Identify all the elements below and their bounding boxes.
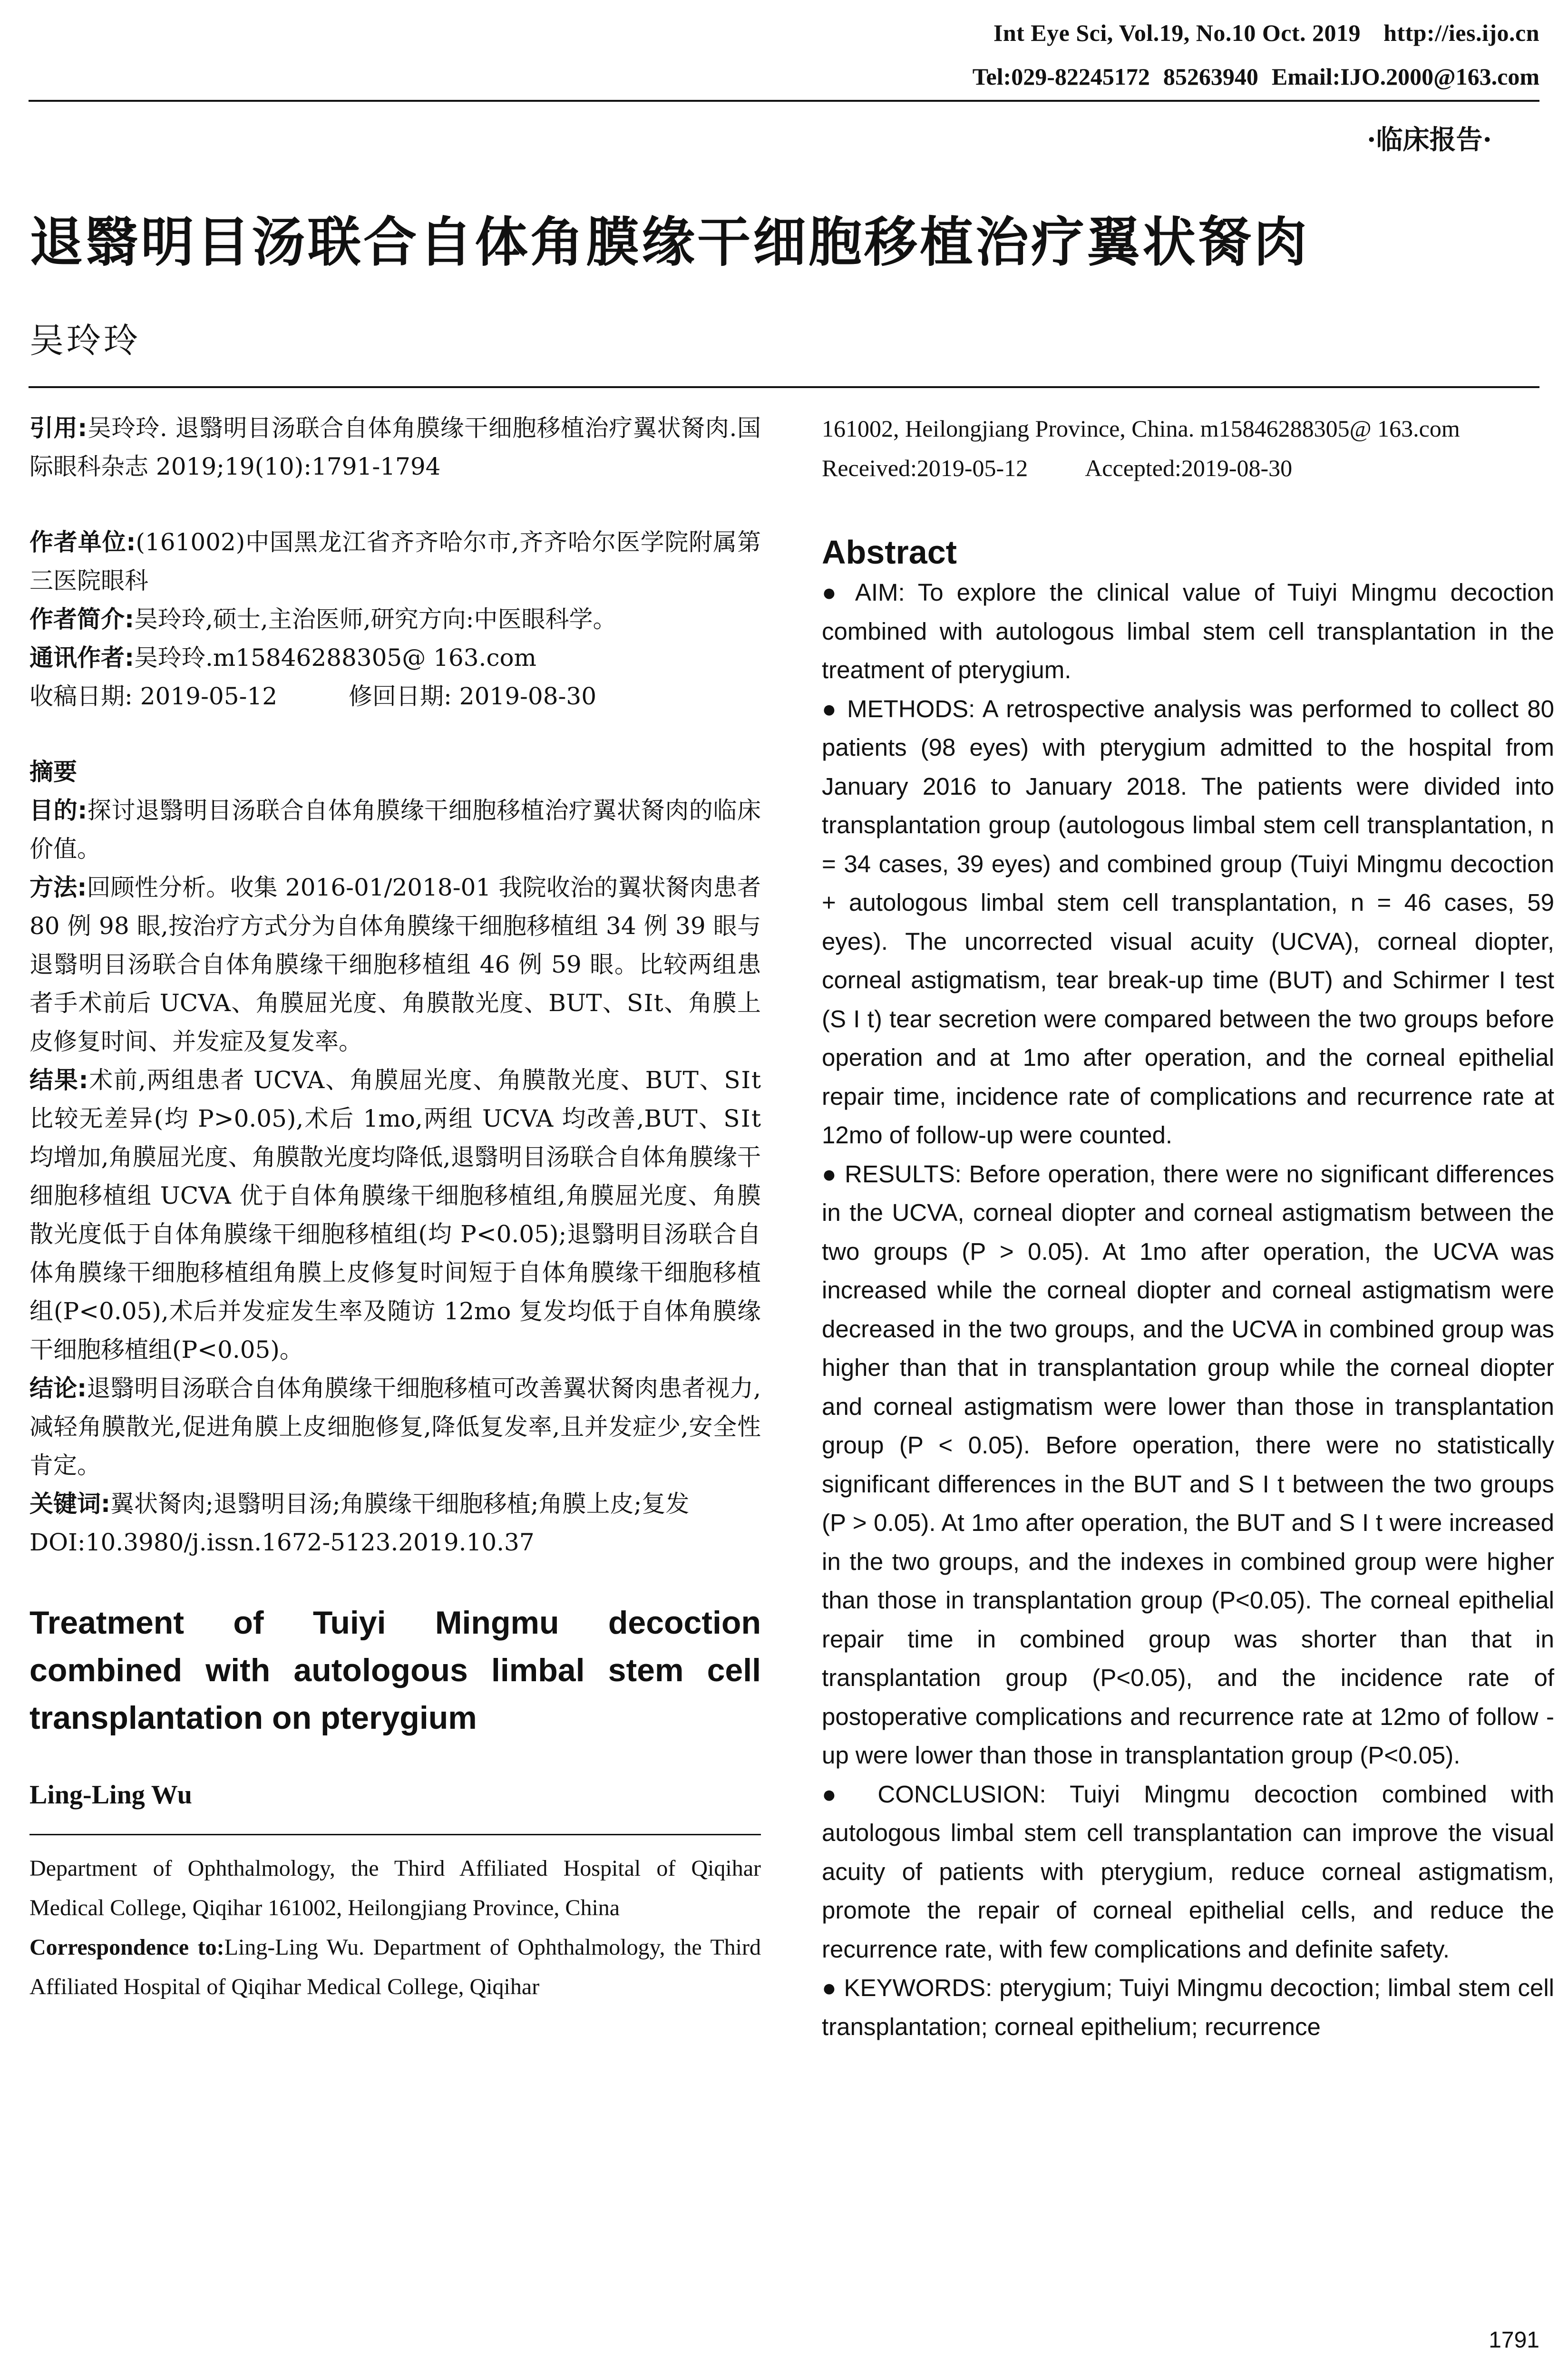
author-rule (29, 1834, 761, 1835)
correspondence-en: Correspondence to:Ling-Ling Wu. Department of Ophthalmology, the Third Affiliated Hospital of Qiqihar Medical College, Qiqihar (29, 1935, 761, 1999)
abstract-conclusion-en: ● CONCLUSION: Tuiyi Mingmu decoction combined with autologous limbal stem cell transplantation can improve the visual acuity of patients with pterygium, reduce corneal astigmatism, promote the repair of corneal epithelial cells, and reduce the recurrence rate, with few complications and definite safety. (822, 1780, 1554, 1963)
tel-label: Tel: (972, 63, 1012, 90)
tel-numbers: 029-82245172 (1011, 63, 1150, 90)
article-title-en: Treatment of Tuiyi Mingmu decoction combined with autologous limbal stem cell transplantation on pterygium (29, 1605, 761, 1736)
abstract-results-cn: 结果:术前,两组患者 UCVA、角膜屈光度、角膜散光度、BUT、SⅠt 比较无差异(均 P>0.05),术后 1mo,两组 UCVA 均改善,BUT、SⅠt 均增加,角膜屈光度、角膜散光度均降低,退翳明目汤联合自体角膜缘干细胞移植组 UCVA 优于自体角膜缘干细胞移植组,角膜屈光度、角膜散光度低于自体角膜缘干细胞移植组(均 P<0.05);退翳明目汤联合自体角膜缘干细胞移植组角膜上皮修复时间短于自体角膜缘干细胞移植组(P<0.05),术后并发症发生率及随访 12mo 复发均低于自体角膜缘干细胞移植组(P<0.05)。 (29, 1066, 761, 1364)
doi: DOI:10.3980/j.issn.1672-5123.2019.10.37 (29, 1529, 535, 1556)
title-rule (29, 386, 1539, 388)
author-name-en: Ling-Ling Wu (29, 1780, 192, 1810)
abstract-heading-cn: 摘要 (29, 758, 77, 786)
author-bio: 作者简介:吴玲玲,硕士,主治医师,研究方向:中医眼科学。 (29, 605, 617, 633)
correspondence-continued: 161002, Heilongjiang Province, China. m15846288305@ 163.com (822, 415, 1460, 442)
header-journal-line (993, 19, 1539, 47)
page-number: 1791 (1489, 2328, 1539, 2353)
author-affiliation: 作者单位:(161002)中国黑龙江省齐齐哈尔市,齐齐哈尔医学院附属第三医院眼科 (29, 528, 761, 594)
affiliation-en: Department of Ophthalmology, the Third Affiliated Hospital of Qiqihar Medical College, Qiqihar 161002, Heilongjiang Province, China (29, 1856, 761, 1920)
article-dates-en: Received:2019-05-12 Accepted:2019-08-30 (822, 455, 1293, 481)
abstract-aim-en: ● AIM: To explore the clinical value of Tuiyi Mingmu decoction combined with autologous limbal stem cell transplantation in the treatment of pterygium. (822, 579, 1554, 683)
citation: 引用:吴玲玲. 退翳明目汤联合自体角膜缘干细胞移植治疗翼状胬肉.国际眼科杂志 2019;19(10):1791-1794 (29, 414, 761, 480)
journal-url: http://ies.ijo.cn (1383, 19, 1539, 46)
journal-email: Email:IJO.2000@163.com (1271, 63, 1539, 90)
header-rule (29, 100, 1539, 102)
header-contact-line (973, 63, 1539, 90)
keywords-cn: 关键词:翼状胬肉;退翳明目汤;角膜缘干细胞移植;角膜上皮;复发 (29, 1490, 690, 1518)
right-column (822, 409, 1554, 2046)
article-dates-cn: 收稿日期: 2019-05-12 修回日期: 2019-08-30 (29, 682, 597, 710)
article-title-cn: 退翳明目汤联合自体角膜缘干细胞移植治疗翼状胬肉 (29, 212, 1309, 273)
abstract-results-en: ● RESULTS: Before operation, there were no significant differences in the UCVA, corneal diopter and corneal astigmatism between the two groups (P > 0.05). At 1mo after operation, the UCVA was increased while the corneal diopter and corneal astigmatism were decreased in the two groups, and the UCVA in combined group was higher than that in transplantation group while the corneal diopter and corneal astigmatism were lower than those in transplantation group (P < 0.05). Before operation, there were no statistically significant differences in the BUT and S I t between the two groups (P > 0.05). At 1mo after operation, the BUT and S I t were increased in the two groups, and the indexes in combined group were higher than those in transplantation group (P<0.05). The corneal epithelial repair time in combined group was shorter than that in transplantation group (P<0.05), and the incidence rate of postoperative complications and recurrence rate at 12mo of follow - up were lower than those in transplantation group (P<0.05). (822, 1160, 1554, 1769)
left-column (29, 409, 761, 2007)
abstract-aim-cn: 目的:探讨退翳明目汤联合自体角膜缘干细胞移植治疗翼状胬肉的临床价值。 (29, 797, 761, 863)
journal-issue: Int Eye Sci, Vol.19, No.10 Oct. 2019 (993, 19, 1361, 46)
tel-numbers-2: 85263940 (1163, 63, 1258, 90)
keywords-en: ● KEYWORDS: pterygium; Tuiyi Mingmu decoction; limbal stem cell transplantation; corneal epithelium; recurrence (822, 1974, 1554, 2040)
abstract-methods-cn: 方法:回顾性分析。收集 2016-01/2018-01 我院收治的翼状胬肉患者 80 例 98 眼,按治疗方式分为自体角膜缘干细胞移植组 34 例 39 眼与退翳明目汤联合自体角膜缘干细胞移植组 46 例 59 眼。比较两组患者手术前后 UCVA、角膜屈光度、角膜散光度、BUT、SⅠt、角膜上皮修复时间、并发症及复发率。 (29, 874, 761, 1055)
abstract-heading-en: Abstract (822, 534, 957, 571)
corresponding-author: 通讯作者:吴玲玲.m15846288305@ 163.com (29, 644, 536, 672)
section-tag: ·临床报告· (1367, 124, 1492, 156)
author-name-cn: 吴玲玲 (29, 321, 141, 360)
abstract-methods-en: ● METHODS: A retrospective analysis was performed to collect 80 patients (98 eyes) with pterygium admitted to the hospital from January 2016 to January 2018. The patients were divided into transplantation group (autologous limbal stem cell transplantation, n = 34 cases, 39 eyes) and combined group (Tuiyi Mingmu decoction + autologous limbal stem cell transplantation, n = 46 cases, 59 eyes). The uncorrected visual acuity (UCVA), corneal diopter, corneal astigmatism, tear break-up time (BUT) and Schirmer I test (S I t) tear secretion were compared between the two groups before operation and at 1mo after operation, and the corneal epithelial repair time, incidence rate of complications and recurrence rate at 12mo of follow-up were counted. (822, 695, 1554, 1149)
abstract-conclusion-cn: 结论:退翳明目汤联合自体角膜缘干细胞移植可改善翼状胬肉患者视力,减轻角膜散光,促进角膜上皮细胞修复,降低复发率,且并发症少,安全性肯定。 (29, 1374, 761, 1479)
